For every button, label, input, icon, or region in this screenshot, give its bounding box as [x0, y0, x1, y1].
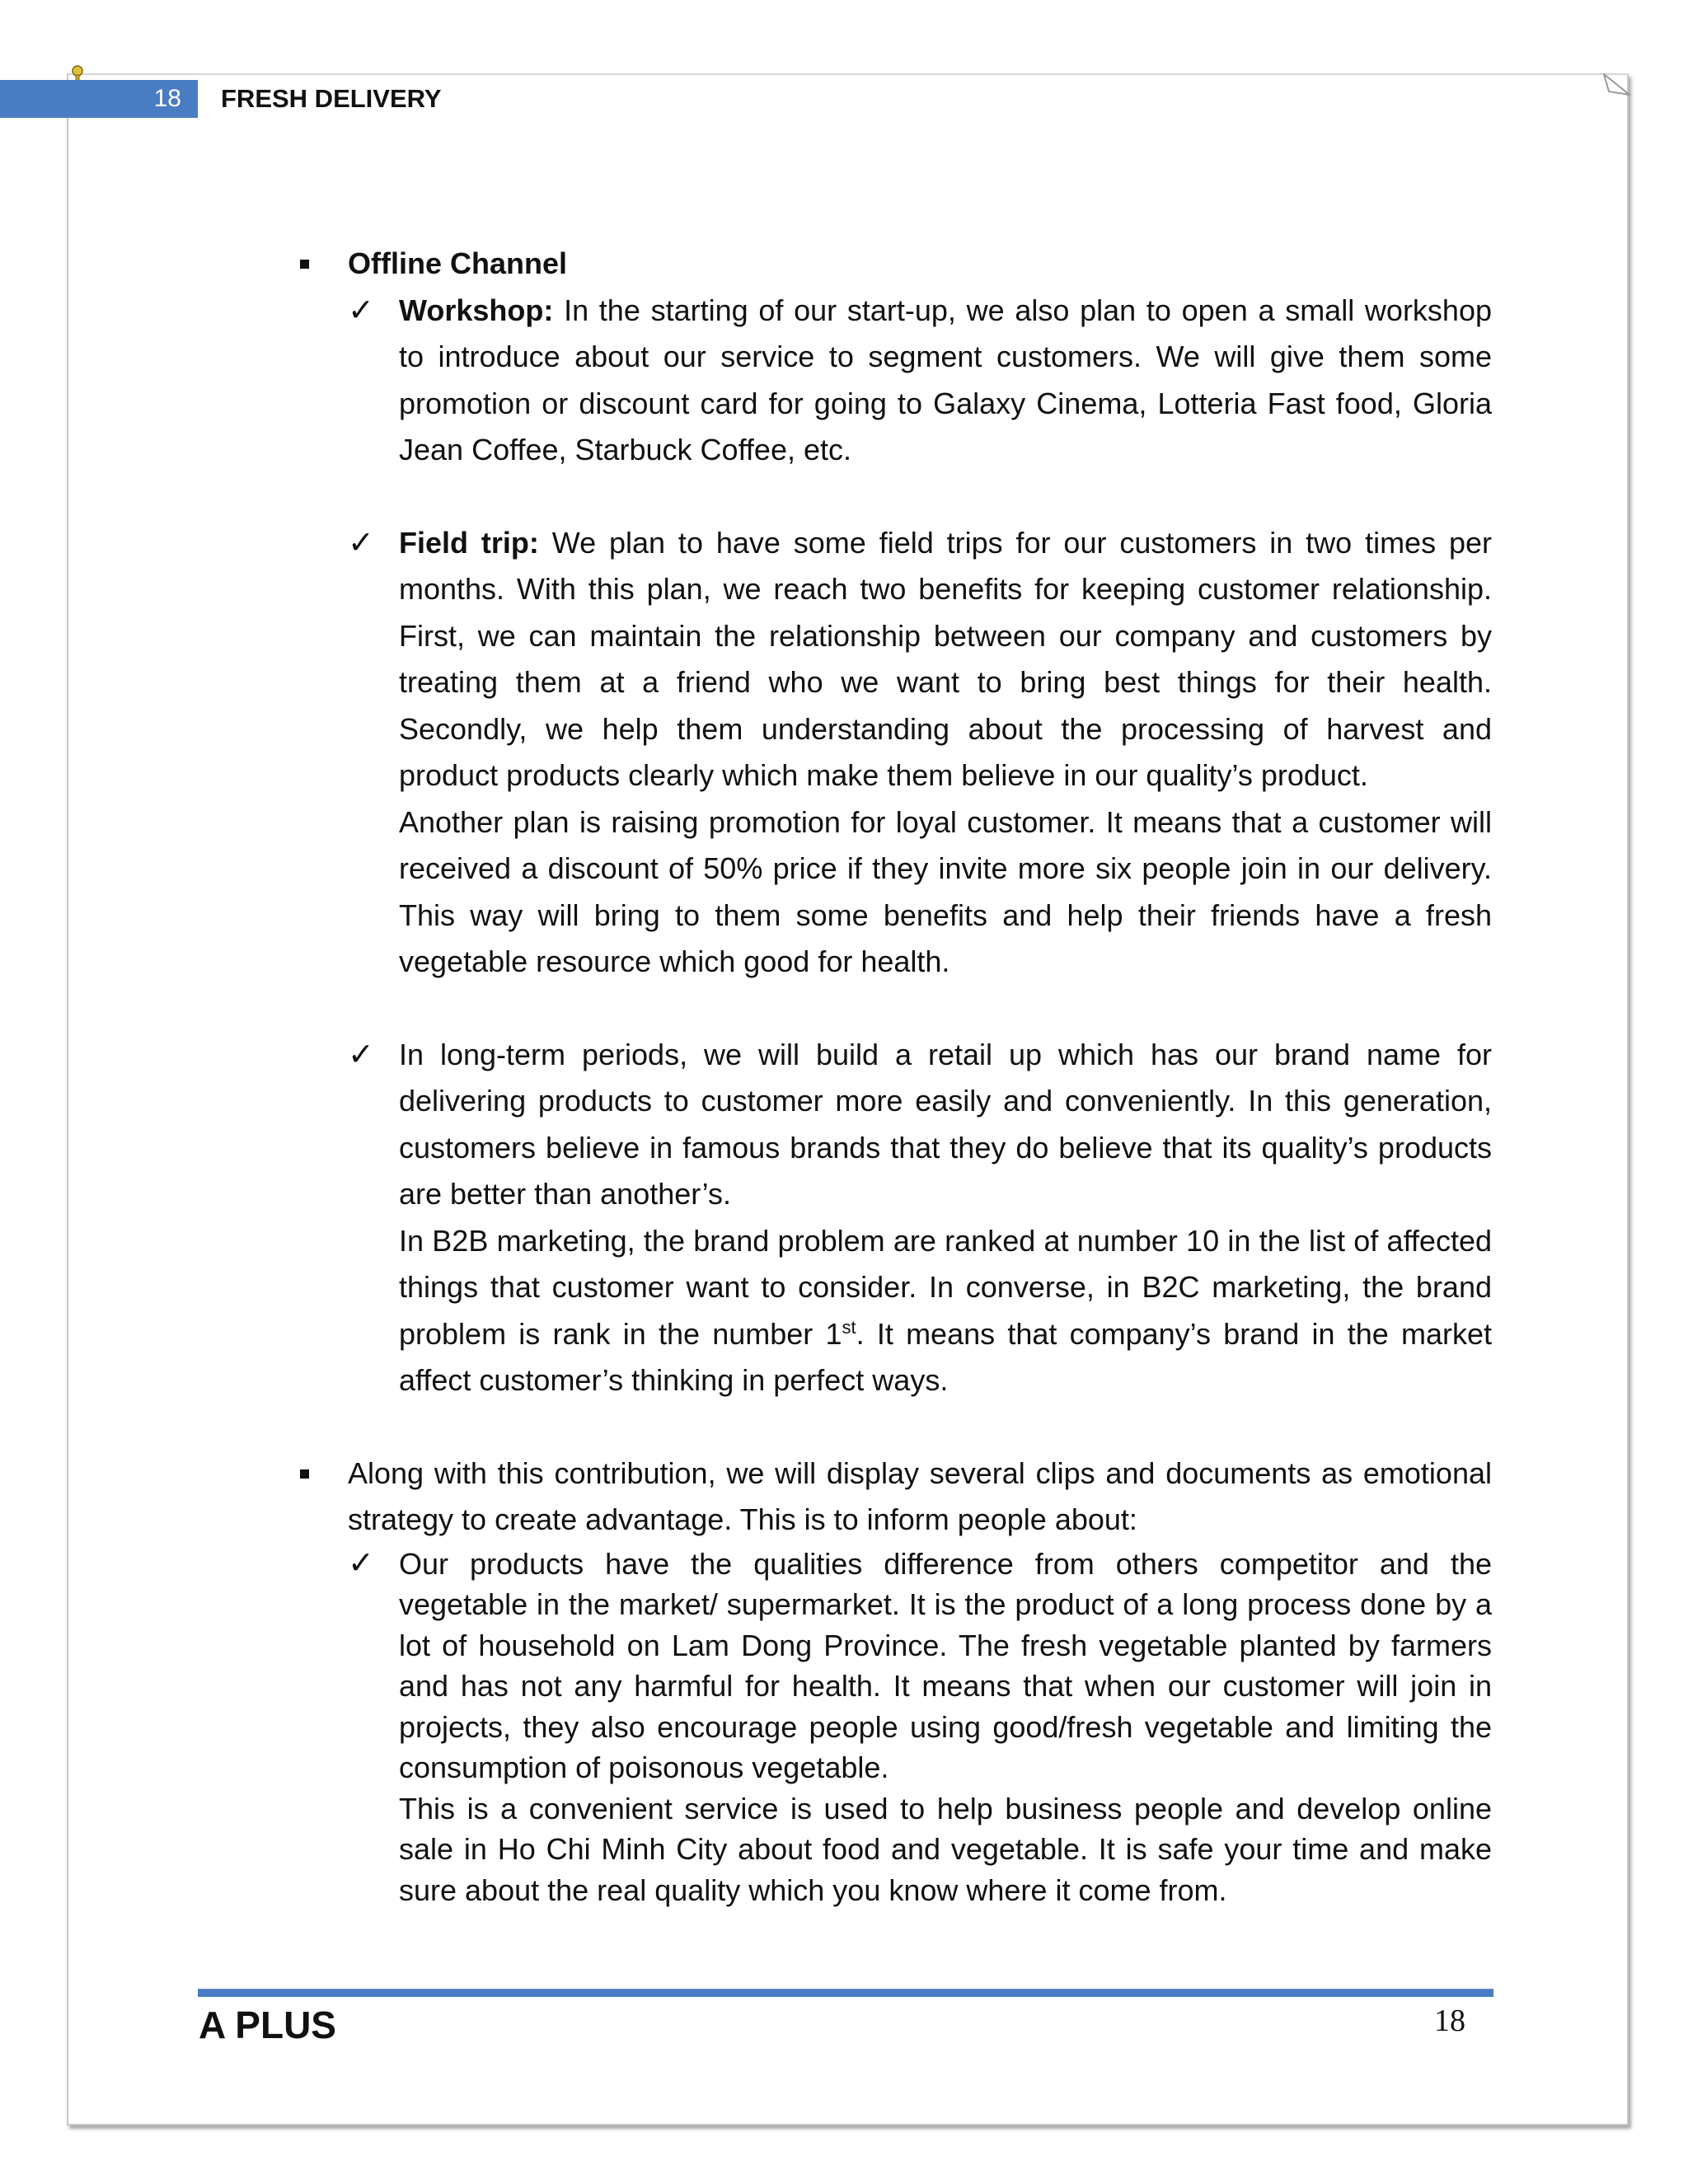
brand-text-b: . It means that company’s brand in the market affect customer’s thinking in perfect ways. — [399, 1316, 1493, 1397]
footer-page-number: 18 — [1434, 2004, 1465, 2038]
bullet-offline-channel — [297, 241, 1492, 288]
footer-accent-rule — [198, 1989, 1493, 1997]
item-text: We plan to have some field trips for our customers in two times per months. With this plan, we reach two benefits for keeping customer relationship. First, we can maintain the relationship between our company and customers by treating them at a friend who we want to bring best things for their health. Secondly, we help them understanding about the processing of harvest and product products clearly which make them believe in our quality’s product. — [399, 525, 1492, 792]
checkmark-icon: ✓ — [348, 293, 374, 328]
checkmark-icon: ✓ — [348, 1037, 374, 1072]
paragraph-brand-ranking — [297, 1218, 1492, 1404]
check-item-products — [297, 1544, 1492, 1788]
item-text: In the starting of our start-up, we also plan to open a small workshop to introduce about our service to segment customers. We will give them some promotion or discount card for going to Galaxy Cinema, Lotteria Fast food, Gloria Jean Coffee, Starbuck Coffee, etc. — [399, 293, 1492, 466]
check-item-workshop — [297, 288, 1492, 474]
paragraph-loyal-promotion: Another plan is raising promotion for loyal customer. It means that a customer will received a discount of 50% price if they invite more six people join in our delivery. This way will bring to them some benefits and help their friends have a fresh vegetable resource which good for health. — [399, 804, 1492, 978]
item-text: In long-term periods, we will build a retail up which has our brand name for delivering products to customer more easily and conveniently. In this generation, customers believe in famous brands that they do believe that its quality’s products are better than another’s. — [399, 1037, 1492, 1211]
brand-text-a: In B2B marketing, the brand problem are ranked at number 10 in the list of affected things that customer want to consider. In converse, in B2C marketing, the brand problem is rank in the number 1 — [399, 1223, 1492, 1351]
page-fold-corner — [1602, 73, 1630, 96]
item-text: Our products have the qualities difference from others competitor and the vegetable in the market/ supermarket. It is the product of a long process done by a lot of household on Lam Dong Province. The fresh vegetable planted by farmers and has not any harmful for health. It means that when our customer will join in projects, they also encourage people using good/fresh vegetable and limiting the consumption of poisonous vegetable. — [399, 1546, 1492, 1784]
footer-brand: A PLUS — [199, 2004, 336, 2046]
bullet-text: Along with this contribution, we will display several clips and documents as emotional strategy to create advantage. This is to inform people about: — [348, 1455, 1492, 1536]
checkmark-icon: ✓ — [348, 525, 374, 560]
checkmark-icon: ✓ — [348, 1545, 374, 1581]
header-page-number: 18 — [153, 85, 181, 112]
ordinal-suffix: st — [842, 1316, 856, 1338]
header-title: FRESH DELIVERY — [221, 84, 442, 113]
item-label: Field trip: — [399, 525, 539, 560]
check-item-long-term — [297, 1032, 1492, 1218]
document-body — [297, 241, 1492, 1910]
bullet-emotional-strategy — [297, 1451, 1492, 1544]
square-bullet-icon — [300, 260, 309, 269]
item-label: Workshop: — [399, 293, 554, 327]
section-heading: Offline Channel — [348, 246, 568, 280]
square-bullet-icon — [300, 1469, 309, 1479]
check-item-field-trip — [297, 520, 1492, 799]
paragraph-convenient-service: This is a convenient service is used to help business people and develop online sale in Ho Chi Minh City about food and vegetable. It is safe your time and make sure about the real quality which you know where it come from. — [399, 1791, 1492, 1907]
